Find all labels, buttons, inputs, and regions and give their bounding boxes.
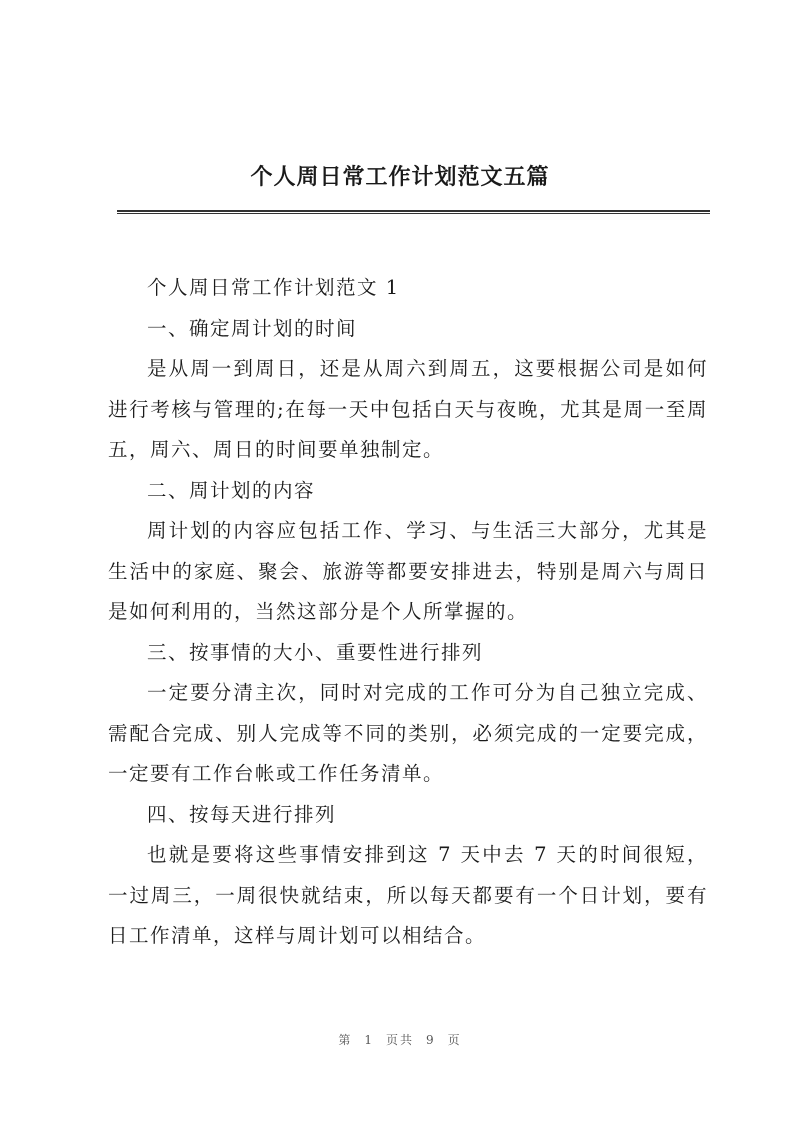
section-heading-2: 二、周计划的内容 xyxy=(147,478,316,502)
footer-middle: 页共 xyxy=(385,1033,414,1047)
body-paragraph-4: 也就是要将这些事情安排到这 7 天中去 7 天的时间很短，一过周三，一周很快就结束，所以每天都要有一个日计划，要有日工作清单，这样与周计划可以相结合。 xyxy=(108,843,708,947)
title-divider xyxy=(117,210,710,214)
section-heading-4: 四、按每天进行排列 xyxy=(147,802,337,826)
body-paragraph-1: 是从周一到周日，还是从周六到周五，这要根据公司是如何进行考核与管理的;在每一天中包括白天与夜晚，尤其是周一至周五，周六、周日的时间要单独制定。 xyxy=(108,357,708,461)
section-heading-3: 三、按事情的大小、重要性进行排列 xyxy=(147,640,484,664)
current-page-number: 1 xyxy=(364,1033,374,1047)
body-paragraph-3: 一定要分清主次，同时对完成的工作可分为自己独立完成、需配合完成、别人完成等不同的类别，必须完成的一定要完成，一定要有工作台帐或工作任务清单。 xyxy=(108,681,708,785)
document-body xyxy=(108,268,708,957)
footer-suffix: 页 xyxy=(447,1033,462,1047)
section-heading-template: 个人周日常工作计划范文 1 xyxy=(147,276,400,299)
footer-prefix: 第 xyxy=(338,1033,353,1047)
document-title: 个人周日常工作计划范文五篇 xyxy=(250,164,550,190)
body-paragraph-2: 周计划的内容应包括工作、学习、与生活三大部分，尤其是生活中的家庭、聚会、旅游等都要安排进去，特别是周六与周日是如何利用的，当然这部分是个人所掌握的。 xyxy=(108,519,708,623)
page-footer xyxy=(0,1031,800,1048)
total-page-count: 9 xyxy=(426,1033,436,1047)
section-heading-1: 一、确定周计划的时间 xyxy=(147,316,358,340)
